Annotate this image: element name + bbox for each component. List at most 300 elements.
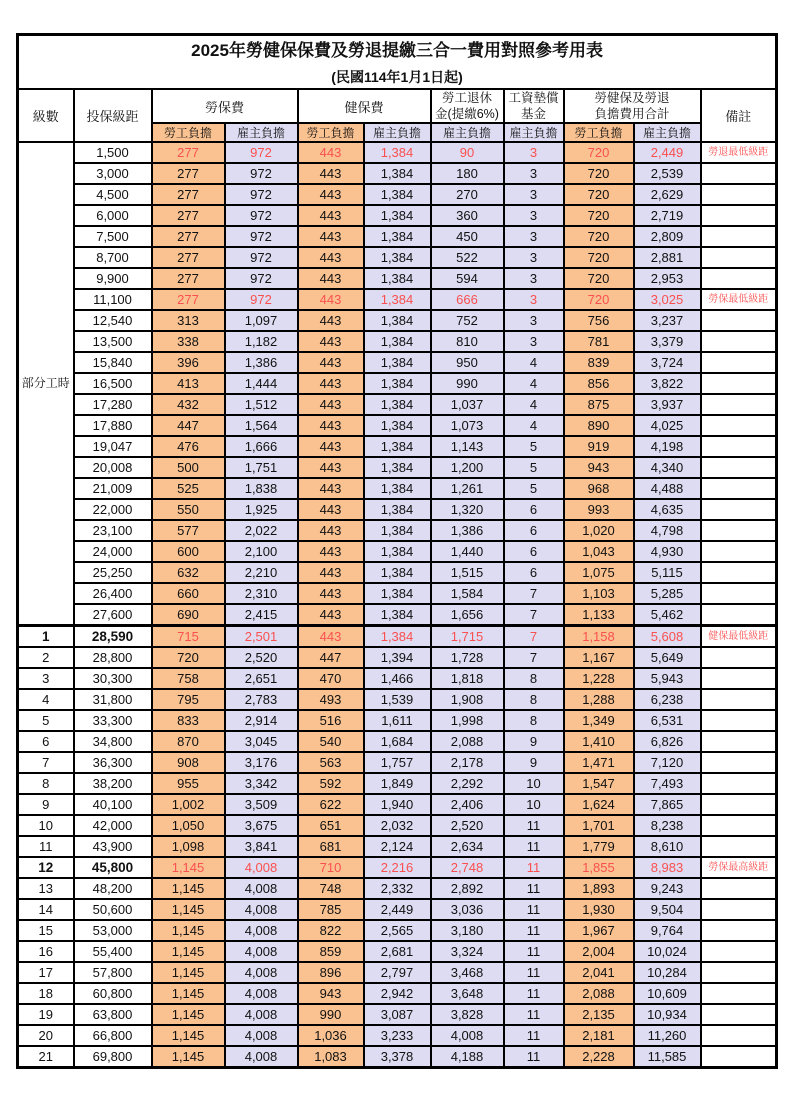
note-cell [701,331,777,352]
pension-employer-cell: 450 [431,226,504,247]
health-employee-cell: 990 [298,1004,364,1025]
level-cell: 2 [18,647,74,668]
bracket-cell: 31,800 [74,689,152,710]
pension-employer-cell: 1,143 [431,436,504,457]
total-employer-cell: 2,449 [634,142,701,163]
health-employee-cell: 681 [298,836,364,857]
pension-employer-cell: 360 [431,205,504,226]
note-cell [701,583,777,604]
health-employer-cell: 1,384 [364,394,431,415]
health-employee-cell: 592 [298,773,364,794]
note-cell [701,457,777,478]
table-row [18,983,777,1004]
note-cell [701,983,777,1004]
health-employer-cell: 2,449 [364,899,431,920]
header-row-main [18,89,777,123]
total-employer-cell: 4,340 [634,457,701,478]
total-employee-cell: 720 [564,226,634,247]
table-row [18,857,777,878]
bracket-cell: 23,100 [74,520,152,541]
health-employer-cell: 2,124 [364,836,431,857]
note-cell [701,499,777,520]
pension-employer-cell: 1,386 [431,520,504,541]
labor-employee-cell: 1,002 [152,794,225,815]
health-employer-cell: 2,216 [364,857,431,878]
total-employee-cell: 1,893 [564,878,634,899]
labor-employer-cell: 1,182 [225,331,298,352]
total-employee-cell: 2,135 [564,1004,634,1025]
total-employer-cell: 3,937 [634,394,701,415]
level-cell: 10 [18,815,74,836]
note-cell [701,184,777,205]
wage-fund-employer-cell: 11 [504,878,564,899]
labor-employer-cell: 4,008 [225,1025,298,1046]
health-employee-cell: 443 [298,394,364,415]
labor-employee-cell: 277 [152,205,225,226]
total-employee-cell: 720 [564,205,634,226]
bracket-cell: 42,000 [74,815,152,836]
pension-employer-cell: 4,188 [431,1046,504,1068]
health-employee-cell: 443 [298,604,364,626]
pension-employer-cell: 1,320 [431,499,504,520]
bracket-cell: 26,400 [74,583,152,604]
table-row [18,184,777,205]
wage-fund-employer-cell: 11 [504,899,564,920]
table-row [18,1046,777,1068]
wage-fund-employer-cell: 4 [504,373,564,394]
wage-fund-employer-cell: 6 [504,562,564,583]
pension-employer-cell: 1,908 [431,689,504,710]
pension-employer-cell: 3,180 [431,920,504,941]
level-cell: 7 [18,752,74,773]
table-row [18,1025,777,1046]
subheader-health-employer: 雇主負擔 [364,123,431,142]
total-employee-cell: 1,043 [564,541,634,562]
pension-employer-cell: 1,200 [431,457,504,478]
pension-employer-cell: 1,440 [431,541,504,562]
wage-fund-employer-cell: 11 [504,1046,564,1068]
labor-employer-cell: 2,651 [225,668,298,689]
labor-employee-cell: 1,145 [152,878,225,899]
total-employee-cell: 1,167 [564,647,634,668]
table-row [18,710,777,731]
level-cell: 9 [18,794,74,815]
total-employee-cell: 919 [564,436,634,457]
note-cell [701,836,777,857]
pension-employer-cell: 2,178 [431,752,504,773]
col-header-bracket: 投保級距 [74,89,152,142]
note-cell [701,962,777,983]
table-row [18,689,777,710]
health-employer-cell: 1,940 [364,794,431,815]
note-cell [701,268,777,289]
table-row [18,247,777,268]
total-employee-cell: 1,075 [564,562,634,583]
health-employee-cell: 1,083 [298,1046,364,1068]
health-employer-cell: 1,384 [364,457,431,478]
health-employer-cell: 1,384 [364,247,431,268]
pension-employer-cell: 752 [431,310,504,331]
pension-employer-cell: 2,520 [431,815,504,836]
table-row [18,815,777,836]
health-employer-cell: 2,942 [364,983,431,1004]
table-row [18,226,777,247]
bracket-cell: 24,000 [74,541,152,562]
wage-fund-employer-cell: 4 [504,352,564,373]
total-employer-cell: 6,238 [634,689,701,710]
bracket-cell: 17,280 [74,394,152,415]
level-cell: 19 [18,1004,74,1025]
subheader-total-employer: 雇主負擔 [634,123,701,142]
pension-header-line2: 金(提繳6%) [435,107,499,121]
table-row [18,962,777,983]
labor-employee-cell: 447 [152,415,225,436]
health-employer-cell: 1,384 [364,436,431,457]
note-cell [701,415,777,436]
wage-fund-employer-cell: 4 [504,415,564,436]
wage-fund-employer-cell: 11 [504,962,564,983]
health-employee-cell: 822 [298,920,364,941]
health-employer-cell: 1,384 [364,142,431,163]
table-row [18,752,777,773]
health-employer-cell: 1,611 [364,710,431,731]
note-cell [701,647,777,668]
table-row [18,731,777,752]
health-employer-cell: 2,332 [364,878,431,899]
total-employer-cell: 2,629 [634,184,701,205]
wage-fund-employer-cell: 11 [504,836,564,857]
total-employee-cell: 1,410 [564,731,634,752]
subheader-wage-fund-employer: 雇主負擔 [504,123,564,142]
total-employer-cell: 2,539 [634,163,701,184]
subheader-labor-employer: 雇主負擔 [225,123,298,142]
level-cell: 14 [18,899,74,920]
note-cell: 勞保最低級距 [701,289,777,310]
total-employer-cell: 3,822 [634,373,701,394]
bracket-cell: 17,880 [74,415,152,436]
table-row [18,499,777,520]
wage-fund-employer-cell: 10 [504,773,564,794]
health-employee-cell: 443 [298,626,364,648]
pension-employer-cell: 1,715 [431,626,504,648]
total-employer-cell: 4,198 [634,436,701,457]
wage-fund-employer-cell: 3 [504,142,564,163]
bracket-cell: 48,200 [74,878,152,899]
note-cell [701,226,777,247]
labor-employee-cell: 795 [152,689,225,710]
subheader-health-employee: 勞工負擔 [298,123,364,142]
table-row [18,205,777,226]
health-employer-cell: 1,384 [364,415,431,436]
wage-fund-employer-cell: 8 [504,710,564,731]
total-employee-cell: 720 [564,289,634,310]
health-employer-cell: 1,384 [364,205,431,226]
note-cell [701,1046,777,1068]
health-employer-cell: 1,466 [364,668,431,689]
total-employer-cell: 7,120 [634,752,701,773]
total-employer-cell: 10,024 [634,941,701,962]
total-employer-cell: 2,881 [634,247,701,268]
health-employee-cell: 443 [298,583,364,604]
labor-employer-cell: 972 [225,289,298,310]
health-employer-cell: 3,233 [364,1025,431,1046]
bracket-cell: 34,800 [74,731,152,752]
note-cell [701,247,777,268]
pension-employer-cell: 3,648 [431,983,504,1004]
note-cell [701,478,777,499]
total-employee-cell: 720 [564,268,634,289]
health-employee-cell: 563 [298,752,364,773]
col-header-labor-insurance: 勞保費 [152,89,298,123]
table-body [18,142,777,1068]
bracket-cell: 19,047 [74,436,152,457]
level-cell: 5 [18,710,74,731]
table-row [18,352,777,373]
bracket-cell: 20,008 [74,457,152,478]
total-employee-cell: 2,088 [564,983,634,1004]
total-employee-cell: 2,181 [564,1025,634,1046]
labor-employee-cell: 1,145 [152,899,225,920]
labor-employee-cell: 277 [152,289,225,310]
total-employer-cell: 4,798 [634,520,701,541]
total-employee-cell: 756 [564,310,634,331]
labor-employee-cell: 715 [152,626,225,648]
table-row [18,373,777,394]
labor-employee-cell: 500 [152,457,225,478]
col-header-level: 級數 [18,89,74,142]
total-employee-cell: 1,855 [564,857,634,878]
pension-employer-cell: 522 [431,247,504,268]
bracket-cell: 30,300 [74,668,152,689]
table-row [18,331,777,352]
total-header-line2: 負擔費用合計 [594,107,670,121]
health-employee-cell: 443 [298,184,364,205]
health-employer-cell: 1,757 [364,752,431,773]
total-employer-cell: 5,115 [634,562,701,583]
wage-fund-employer-cell: 3 [504,289,564,310]
total-employer-cell: 5,649 [634,647,701,668]
labor-employer-cell: 4,008 [225,899,298,920]
table-row [18,647,777,668]
table-row [18,1004,777,1025]
note-cell [701,541,777,562]
pension-employer-cell: 2,292 [431,773,504,794]
pension-employer-cell: 270 [431,184,504,205]
health-employee-cell: 651 [298,815,364,836]
table-row [18,604,777,626]
total-employee-cell: 1,349 [564,710,634,731]
bracket-cell: 45,800 [74,857,152,878]
bracket-cell: 25,250 [74,562,152,583]
labor-employer-cell: 1,564 [225,415,298,436]
labor-employee-cell: 338 [152,331,225,352]
note-cell [701,668,777,689]
total-employee-cell: 720 [564,163,634,184]
table-row [18,436,777,457]
subheader-total-employee: 勞工負擔 [564,123,634,142]
pension-employer-cell: 3,828 [431,1004,504,1025]
total-employee-cell: 890 [564,415,634,436]
health-employee-cell: 443 [298,310,364,331]
health-employer-cell: 1,384 [364,499,431,520]
wage-fund-employer-cell: 3 [504,310,564,331]
total-employee-cell: 1,967 [564,920,634,941]
labor-employer-cell: 1,386 [225,352,298,373]
part-time-section-cell: 部分工時 [18,142,74,626]
bracket-cell: 60,800 [74,983,152,1004]
note-cell [701,731,777,752]
total-employer-cell: 3,724 [634,352,701,373]
total-employee-cell: 720 [564,247,634,268]
health-employer-cell: 1,384 [364,310,431,331]
bracket-cell: 28,800 [74,647,152,668]
wage-fund-employer-cell: 6 [504,520,564,541]
labor-employer-cell: 4,008 [225,941,298,962]
note-cell: 健保最低級距 [701,626,777,648]
wage-fund-employer-cell: 11 [504,1004,564,1025]
note-cell [701,773,777,794]
bracket-cell: 53,000 [74,920,152,941]
table-row [18,878,777,899]
health-employee-cell: 443 [298,331,364,352]
labor-employer-cell: 972 [225,184,298,205]
labor-employee-cell: 277 [152,226,225,247]
wage-fund-employer-cell: 5 [504,478,564,499]
total-employee-cell: 1,020 [564,520,634,541]
total-employee-cell: 856 [564,373,634,394]
pension-employer-cell: 2,406 [431,794,504,815]
labor-employer-cell: 972 [225,163,298,184]
labor-employer-cell: 3,675 [225,815,298,836]
wage-fund-employer-cell: 7 [504,647,564,668]
labor-employee-cell: 525 [152,478,225,499]
pension-employer-cell: 1,073 [431,415,504,436]
bracket-cell: 16,500 [74,373,152,394]
table-row [18,163,777,184]
note-cell [701,899,777,920]
level-cell: 20 [18,1025,74,1046]
total-employer-cell: 8,610 [634,836,701,857]
level-cell: 1 [18,626,74,648]
wage-fund-employer-cell: 5 [504,457,564,478]
pension-employer-cell: 2,088 [431,731,504,752]
level-cell: 16 [18,941,74,962]
pension-employer-cell: 1,584 [431,583,504,604]
total-employer-cell: 10,934 [634,1004,701,1025]
total-employer-cell: 3,379 [634,331,701,352]
labor-employer-cell: 2,310 [225,583,298,604]
labor-employee-cell: 396 [152,352,225,373]
total-employee-cell: 1,158 [564,626,634,648]
health-employee-cell: 443 [298,436,364,457]
total-employee-cell: 781 [564,331,634,352]
total-employee-cell: 1,779 [564,836,634,857]
bracket-cell: 55,400 [74,941,152,962]
labor-employee-cell: 758 [152,668,225,689]
level-cell: 15 [18,920,74,941]
labor-employee-cell: 277 [152,184,225,205]
table-row [18,142,777,163]
table-row [18,626,777,648]
note-cell [701,373,777,394]
table-title-cell [18,35,777,90]
health-employer-cell: 1,384 [364,163,431,184]
labor-employee-cell: 577 [152,520,225,541]
health-employer-cell: 2,797 [364,962,431,983]
pension-employer-cell: 1,037 [431,394,504,415]
labor-employer-cell: 2,022 [225,520,298,541]
health-employer-cell: 1,384 [364,184,431,205]
health-employer-cell: 1,384 [364,478,431,499]
health-employee-cell: 1,036 [298,1025,364,1046]
labor-employee-cell: 476 [152,436,225,457]
labor-employer-cell: 3,509 [225,794,298,815]
note-cell [701,352,777,373]
labor-employer-cell: 4,008 [225,878,298,899]
bracket-cell: 66,800 [74,1025,152,1046]
note-cell [701,604,777,626]
total-employee-cell: 2,041 [564,962,634,983]
health-employee-cell: 443 [298,457,364,478]
total-employer-cell: 10,609 [634,983,701,1004]
pension-employer-cell: 3,324 [431,941,504,962]
bracket-cell: 6,000 [74,205,152,226]
table-row [18,668,777,689]
total-employee-cell: 1,930 [564,899,634,920]
bracket-cell: 13,500 [74,331,152,352]
wage-fund-employer-cell: 3 [504,331,564,352]
wage-fund-employer-cell: 7 [504,626,564,648]
labor-employee-cell: 432 [152,394,225,415]
table-row [18,899,777,920]
total-employer-cell: 4,488 [634,478,701,499]
health-employer-cell: 1,384 [364,268,431,289]
total-employee-cell: 2,004 [564,941,634,962]
health-employer-cell: 2,565 [364,920,431,941]
table-row [18,520,777,541]
health-employer-cell: 1,384 [364,331,431,352]
total-employer-cell: 6,531 [634,710,701,731]
labor-employer-cell: 1,838 [225,478,298,499]
table-row [18,541,777,562]
health-employee-cell: 710 [298,857,364,878]
total-employer-cell: 11,585 [634,1046,701,1068]
health-employer-cell: 1,539 [364,689,431,710]
health-employee-cell: 443 [298,373,364,394]
health-employee-cell: 443 [298,289,364,310]
note-cell [701,436,777,457]
labor-employer-cell: 1,666 [225,436,298,457]
wage-fund-employer-cell: 3 [504,163,564,184]
note-cell [701,1004,777,1025]
health-employer-cell: 1,384 [364,352,431,373]
bracket-cell: 33,300 [74,710,152,731]
health-employee-cell: 443 [298,352,364,373]
bracket-cell: 38,200 [74,773,152,794]
labor-employee-cell: 277 [152,163,225,184]
bracket-cell: 36,300 [74,752,152,773]
health-employee-cell: 447 [298,647,364,668]
labor-employee-cell: 1,145 [152,920,225,941]
total-employee-cell: 1,288 [564,689,634,710]
bracket-cell: 7,500 [74,226,152,247]
level-cell: 6 [18,731,74,752]
pension-employer-cell: 1,656 [431,604,504,626]
pension-employer-cell: 950 [431,352,504,373]
total-employer-cell: 2,719 [634,205,701,226]
labor-employer-cell: 3,841 [225,836,298,857]
total-employer-cell: 4,635 [634,499,701,520]
